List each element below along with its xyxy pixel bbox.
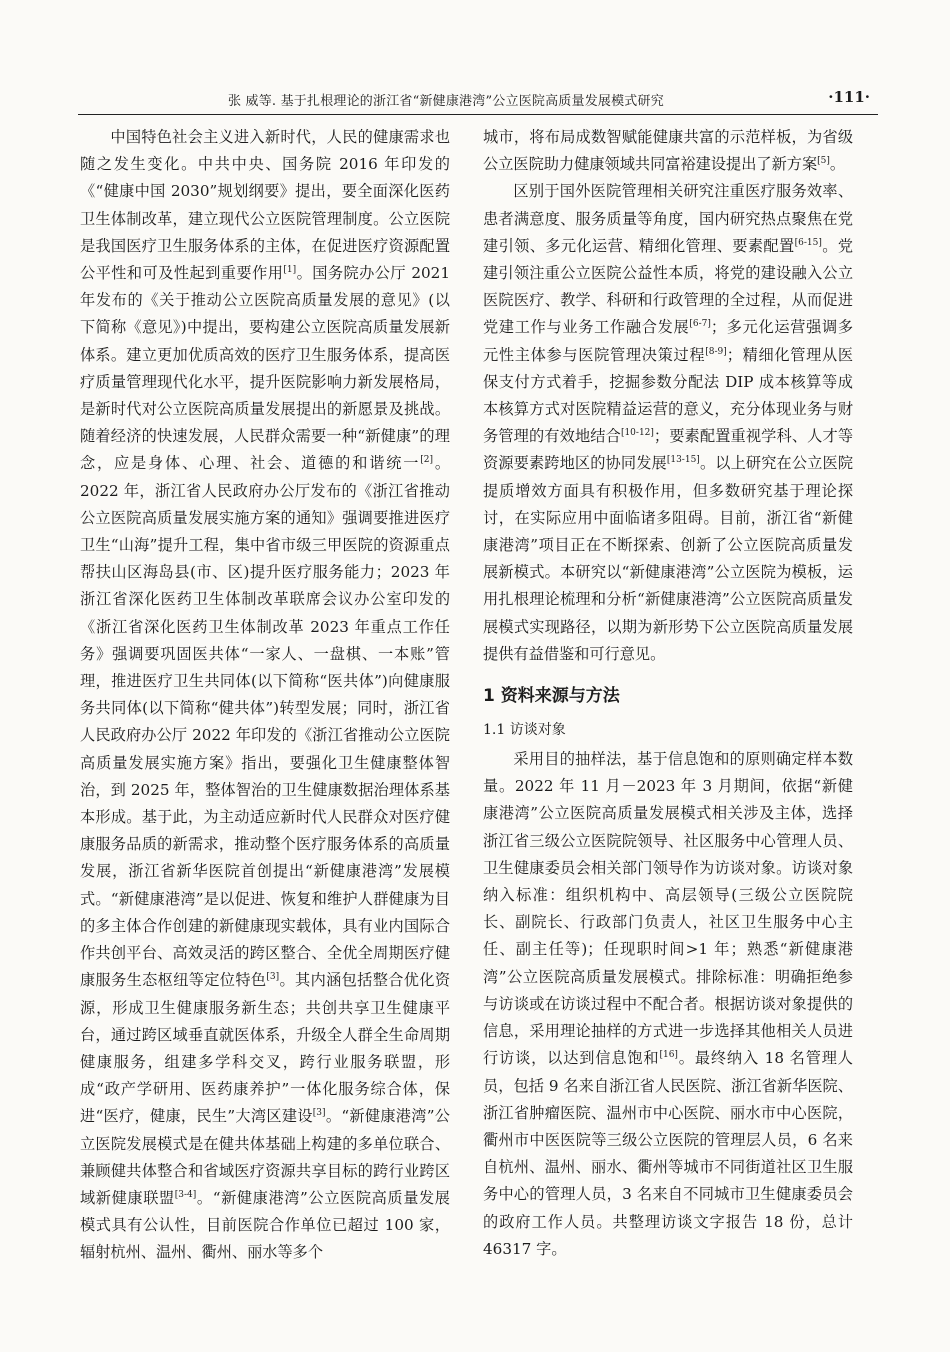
citation[interactable]: [13-15] <box>666 455 700 466</box>
paragraph: 区别于国外医院管理相关研究注重医疗服务效率、患者满意度、服务质量等角度，国内研究热点聚焦在党建引领、多元化运营、精细化管理、要素配置[6-15]。党建引领注重公立医院公益性本质，将党的建设融入公立医院医疗、教学、科研和行政管理的全过程，从而促进党建工作与业务工作融合发展[6-7]；多元化运营强调多元性主体参与医院管理决策过程[8-9]；精细化管理从医保支付方式着手，挖掘参数分配法 DIP 成本核算等成本核算方式对医院精益运营的意义，充分体现业务与财务管理的有效地结合[10-12]；要素配置重视学科、人才等资源要素跨地区的协同发展[13-15]。以上研究在公立医院提质增效方面具有积极作用，但多数研究基于理论探讨，在实际应用中面临诸多阻碍。目前，浙江省“新健康港湾”项目正在不断探索、创新了公立医院高质量发展新模式。本研究以“新健康港湾”公立医院为模板，运用扎根理论梳理和分析“新健康港湾”公立医院高质量发展模式实现路径，以期为新形势下公立医院高质量发展提供有益借鉴和可行意见。 <box>483 182 854 663</box>
page-number: ·111· <box>828 88 870 106</box>
citation[interactable]: [6-7] <box>689 319 711 330</box>
citation[interactable]: [3] <box>312 1108 326 1119</box>
citation[interactable]: [3-4] <box>174 1189 197 1200</box>
subsection-heading: 1.1 访谈对象 <box>483 722 566 739</box>
citation[interactable]: [5] <box>817 156 830 167</box>
citation[interactable]: [6-15] <box>794 237 822 248</box>
citation[interactable]: [1] <box>283 264 297 275</box>
left-column <box>80 124 450 1267</box>
running-header <box>78 88 878 115</box>
right-column <box>483 124 853 1263</box>
citation[interactable]: [10-12] <box>620 428 654 439</box>
citation[interactable]: [16] <box>659 1050 678 1061</box>
citation[interactable]: [8-9] <box>705 346 727 357</box>
section-heading: 1 资料来源与方法 <box>483 686 620 707</box>
paragraph: 城市，将布局成数智赋能健康共富的示范样板，为省级公立医院助力健康领域共同富裕建设提出了新方案[5]。 <box>483 128 853 174</box>
running-title: 张 威等. 基于扎根理论的浙江省“新健康港湾”公立医院高质量发展模式研究 <box>228 94 664 109</box>
paragraph: 采用目的抽样法，基于信息饱和的原则确定样本数量。2022 年 11 月－2023 年 3 月期间，依据“新健康港湾”公立医院高质量发展模式相关涉及主体，选择浙江省三级公立医院院领导、社区服务中心管理人员、卫生健康委员会相关部门领导作为访谈对象。访谈对象纳入标准：组织机构中、高层领导(三级公立医院院长、副院长、行政部门负责人，社区卫生服务中心主任、副主任等)；任现职时间>1 年；熟悉“新健康港湾”公立医院高质量发展模式。排除标准：明确拒绝参与访谈或在访谈过程中不配合者。根据访谈对象提供的信息，采用理论抽样的方式进一步选择其他相关人员进行访谈，以达到信息饱和[16]。最终纳入 18 名管理人员，包括 9 名来自浙江省人民医院、浙江省新华医院、浙江省肿瘤医院、温州市中心医院、丽水市中心医院，衢州市中医医院等三级公立医院的管理层人员，6 名来自杭州、温州、丽水、衢州等城市不同街道社区卫生服务中心的管理人员，3 名来自不同城市卫生健康委员会的政府工作人员。共整理访谈文字报告 18 份，总计 46317 字。 <box>483 750 853 1258</box>
citation[interactable]: [2] <box>420 455 433 466</box>
paragraph: 中国特色社会主义进入新时代，人民的健康需求也随之发生变化。中共中央、国务院 2016 年印发的《“健康中国 2030”规划纲要》提出，要全面深化医药卫生体制改革，建立现代公立医院管理制度。公立医院是我国医疗卫生服务体系的主体，在促进医疗资源配置公平性和可及性起到重要作用[1]。国务院办公厅 2021 年发布的《关于推动公立医院高质量发展的意见》(以下简称《意见》)中提出，要构建公立医院高质量发展新体系。建立更加优质高效的医疗卫生服务体系，提高医疗质量管理现代化水平，提升医院影响力新发展格局，是新时代对公立医院高质量发展提出的新愿景及挑战。随着经济的快速发展，人民群众需要一种“新健康”的理念，应是身体、心理、社会、道德的和谐统一[2]。2022 年，浙江省人民政府办公厅发布的《浙江省推动公立医院高质量发展实施方案的通知》强调要推进医疗卫生“山海”提升工程，集中省市级三甲医院的资源重点帮扶山区海岛县(市、区)提升医疗服务能力；2023 年浙江省深化医药卫生体制改革联席会议办公室印发的《浙江省深化医药卫生体制改革 2023 年重点工作任务》强调要巩固医共体“一家人、一盘棋、一本账”管理，推进医疗卫生共同体(以下简称“医共体”)向健康服务共同体(以下简称“健共体”)转型发展；同时，浙江省人民政府办公厅 2022 年印发的《浙江省推动公立医院高质量发展实施方案》指出，要强化卫生健康整体智治，到 2025 年，整体智治的卫生健康数据治理体系基本形成。基于此，为主动适应新时代人民群众对医疗健康服务品质的新需求，推动整个医疗服务体系的高质量发展，浙江省新华医院首创提出“新健康港湾”发展模式。“新健康港湾”是以促进、恢复和维护人群健康为目的多主体合作创建的新健康现实载体，具有业内国际合作共创平台、高效灵活的跨区整合、全优全周期医疗健康服务生态枢纽等定位特色[3]。其内涵包括整合优化资源，形成卫生健康服务新生态；共创共享卫生健康平台，通过跨区域垂直就医体系，升级全人群全生命周期健康服务，组建多学科交叉，跨行业服务联盟，形成“政产学研用、医药康养护”一体化服务综合体，保进“医疗，健康，民生”大湾区建设[3]。“新健康港湾”公立医院发展模式是在健共体基础上构建的多单位联合、兼顾健共体整合和省域医疗资源共享目标的跨行业跨区域新健康联盟[3-4]。“新健康港湾”公立医院高质量发展模式具有公认性，目前医院合作单位已超过 100 家，辐射杭州、温州、衢州、丽水等多个 <box>80 128 451 1262</box>
citation[interactable]: [3] <box>266 972 280 983</box>
